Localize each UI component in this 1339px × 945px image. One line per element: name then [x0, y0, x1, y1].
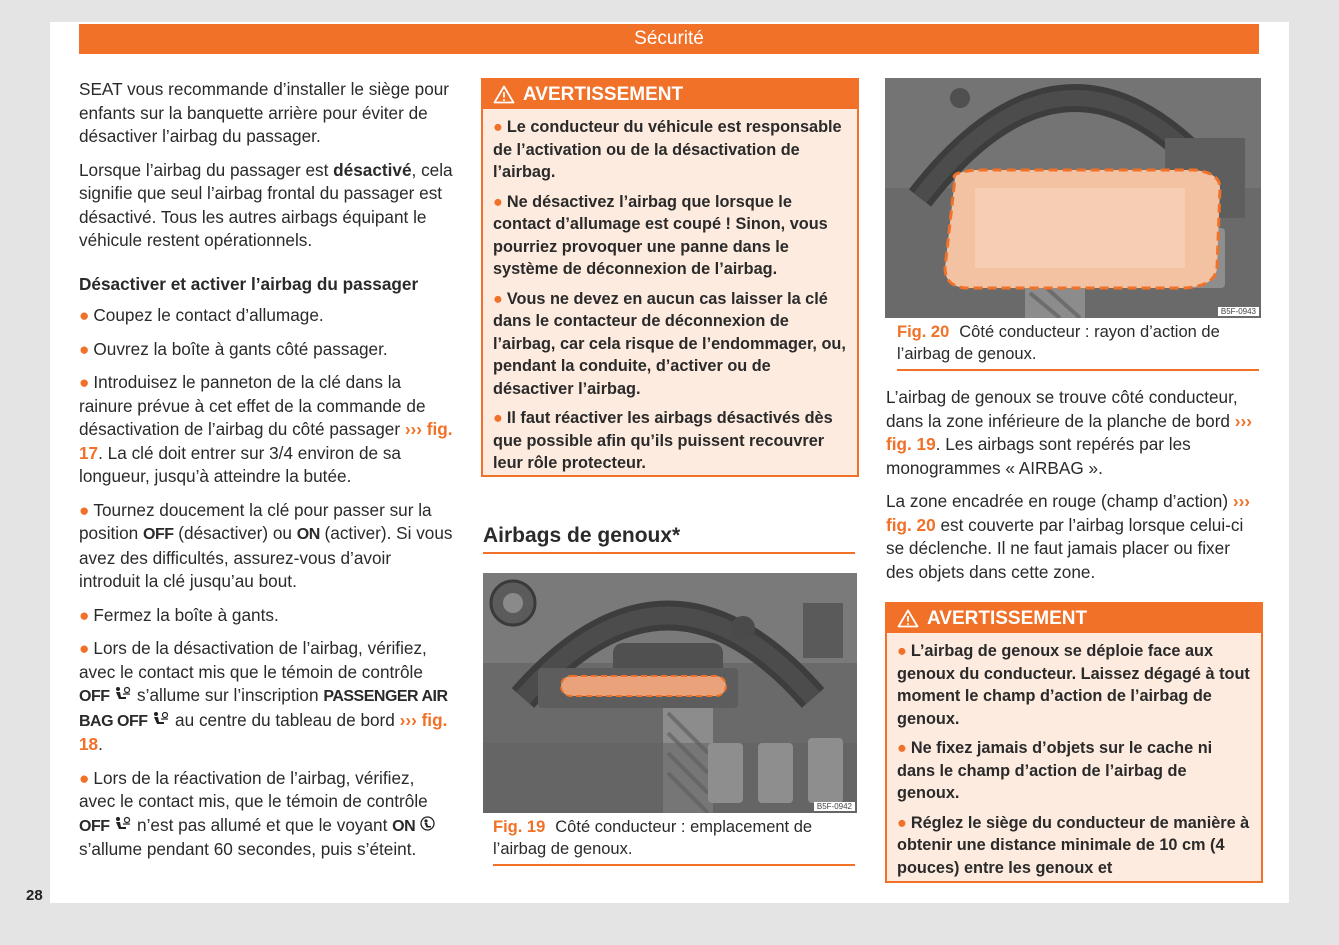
list-item: ● Lors de la réactivation de l’airbag, vérifiez, avec le contact mis, que le témoin de contrôle OFF n’est pas allumé et que le voyant ON s’allume pendant 60 secondes, puis s’éteint. [79, 767, 453, 862]
warning-triangle-icon [493, 85, 515, 104]
knee-airbag-location-illustration [483, 573, 857, 813]
passenger-airbag-icon [114, 816, 132, 831]
list-item: ● Lors de la désactivation de l’airbag, vérifiez, avec le contact mis que le témoin de contrôle OFF s’allume sur l’inscription PASSENGER AIR BAG OFF au centre du tableau de bord ››› fig. 18. [79, 638, 448, 754]
passenger-airbag-icon [152, 711, 170, 726]
passenger-airbag-icon [114, 686, 132, 701]
figure-code: B5F-0943 [1218, 307, 1259, 316]
warning-item: ● L’airbag de genoux se déploie face aux genoux du conducteur. Laissez dégagé à tout moment le champ d’action de l’airbag de genoux. [897, 642, 1250, 728]
list-item: ● Ouvrez la boîte à gants côté passager. [79, 338, 388, 359]
bullet-icon: ● [79, 499, 90, 520]
page-number: 28 [26, 887, 43, 904]
bullet-icon: ● [493, 289, 503, 308]
bullet-icon: ● [493, 192, 503, 211]
warning-item: ● Ne désactivez l’airbag que lorsque le contact d’allumage est coupé ! Sinon, vous pourriez provoquer une panne dans le système de déconnexion de l’airbag. [493, 192, 828, 278]
warning-title: AVERTISSEMENT [927, 608, 1088, 629]
bullet-icon: ● [897, 813, 907, 832]
warning-item: ● Vous ne devez en aucun cas laisser la clé dans le contacteur de déconnexion de l’airbag, car cela risque de l’endommager, ou, pendant la conduite, d’activer ou de désactiver l’airbag. [493, 289, 846, 398]
figure-19-caption: Fig. 19 Côté conducteur : emplacement de l’airbag de genoux. [493, 816, 855, 866]
warning-header [483, 80, 857, 109]
warning-body [483, 109, 857, 475]
bullet-icon: ● [79, 604, 90, 625]
warning-box [481, 78, 859, 477]
figure-20-caption: Fig. 20 Côté conducteur : rayon d’action de l’airbag de genoux. [897, 321, 1259, 371]
paragraph-deactivated: Lorsque l’airbag du passager est désactivé, cela signifie que seul l’airbag frontal du passager est désactivé. Tous les autres airbags équipant le véhicule restent opérationnels. [79, 159, 453, 250]
figure-label: Fig. 19 [493, 818, 546, 836]
column-left [79, 78, 453, 872]
column-right [886, 386, 1260, 594]
figure-code: B5F-0942 [814, 802, 855, 811]
bullet-icon: ● [79, 638, 90, 658]
warning-box [885, 602, 1263, 883]
bullet-icon: ● [79, 767, 90, 788]
warning-item: ● Réglez le siège du conducteur de manière à obtenir une distance minimale de 10 cm (4 pouces) entre les genoux et [897, 813, 1250, 877]
warning-title: AVERTISSEMENT [523, 84, 684, 105]
warning-triangle-icon [897, 609, 919, 628]
bullet-icon: ● [897, 739, 907, 757]
paragraph-zone: La zone encadrée en rouge (champ d’action) ››› fig. 20 est couverte par l’airbag lorsque celui-ci se déclenche. Il ne faut jamais placer ou fixer des objets dans cette zone. [886, 491, 1251, 582]
warning-item: ● Il faut réactiver les airbags désactivés dès que possible afin qu’ils puissent recouvrer leur rôle protecteur. [493, 409, 833, 472]
warning-item: ● Le conducteur du véhicule est responsable de l’activation ou de la désactivation de l’airbag. [493, 118, 842, 181]
page-header: Sécurité [79, 24, 1259, 54]
warning-body [887, 633, 1261, 879]
bullet-icon: ● [493, 118, 503, 136]
subheading-procedure: Désactiver et activer l’airbag du passager [79, 273, 419, 294]
list-item: ● Coupez le contact d’allumage. [79, 305, 324, 325]
bullet-icon: ● [79, 338, 90, 359]
list-item: ● Introduisez le panneton de la clé dans la rainure prévue à cet effet de la commande de désactivation de l’airbag du côté passager ››› fig. 17. La clé doit entrer sur 3/4 environ de sa longueur, jusqu’à atteindre la butée. [79, 372, 453, 486]
warning-header [887, 604, 1261, 633]
fig18-link[interactable]: ››› fig. 18 [79, 709, 448, 754]
section-title: Airbags de genoux* [483, 524, 855, 554]
figure-label: Fig. 20 [897, 323, 950, 341]
figure-20 [885, 78, 1261, 318]
list-item: ● Fermez la boîte à gants. [79, 604, 279, 625]
fig19-link[interactable]: ››› fig. 19 [886, 410, 1252, 454]
fig17-link[interactable]: ››› fig. 17 [79, 419, 453, 463]
paragraph-location: L’airbag de genoux se trouve côté conducteur, dans la zone inférieure de la planche de bord ››› fig. 19. Les airbags sont repérés par les monogrammes « AIRBAG ». [886, 387, 1252, 478]
figure-19 [483, 573, 857, 813]
bullet-icon: ● [897, 642, 907, 660]
knee-airbag-range-illustration [885, 78, 1261, 318]
list-item: ● Tournez doucement la clé pour passer sur la position OFF (désactiver) ou ON (activer). Si vous avez des difficultés, assurez-vous d’avoir introduit la clé jusqu’au bout. [79, 499, 453, 591]
warning-item: ● Ne fixez jamais d’objets sur le cache ni dans le champ d’action de l’airbag de genoux. [897, 739, 1213, 802]
fig20-link[interactable]: ››› fig. 20 [886, 491, 1251, 535]
bullet-icon: ● [79, 372, 90, 392]
airbag-on-icon [420, 816, 435, 831]
car-interior-illustration [885, 78, 1261, 318]
bullet-icon: ● [79, 305, 90, 325]
bullet-icon: ● [493, 409, 503, 427]
car-interior-illustration [483, 573, 857, 813]
paragraph-intro: SEAT vous recommande d’installer le siège pour enfants sur la banquette arrière pour éviter de désactiver l’airbag du passager. [79, 79, 450, 146]
